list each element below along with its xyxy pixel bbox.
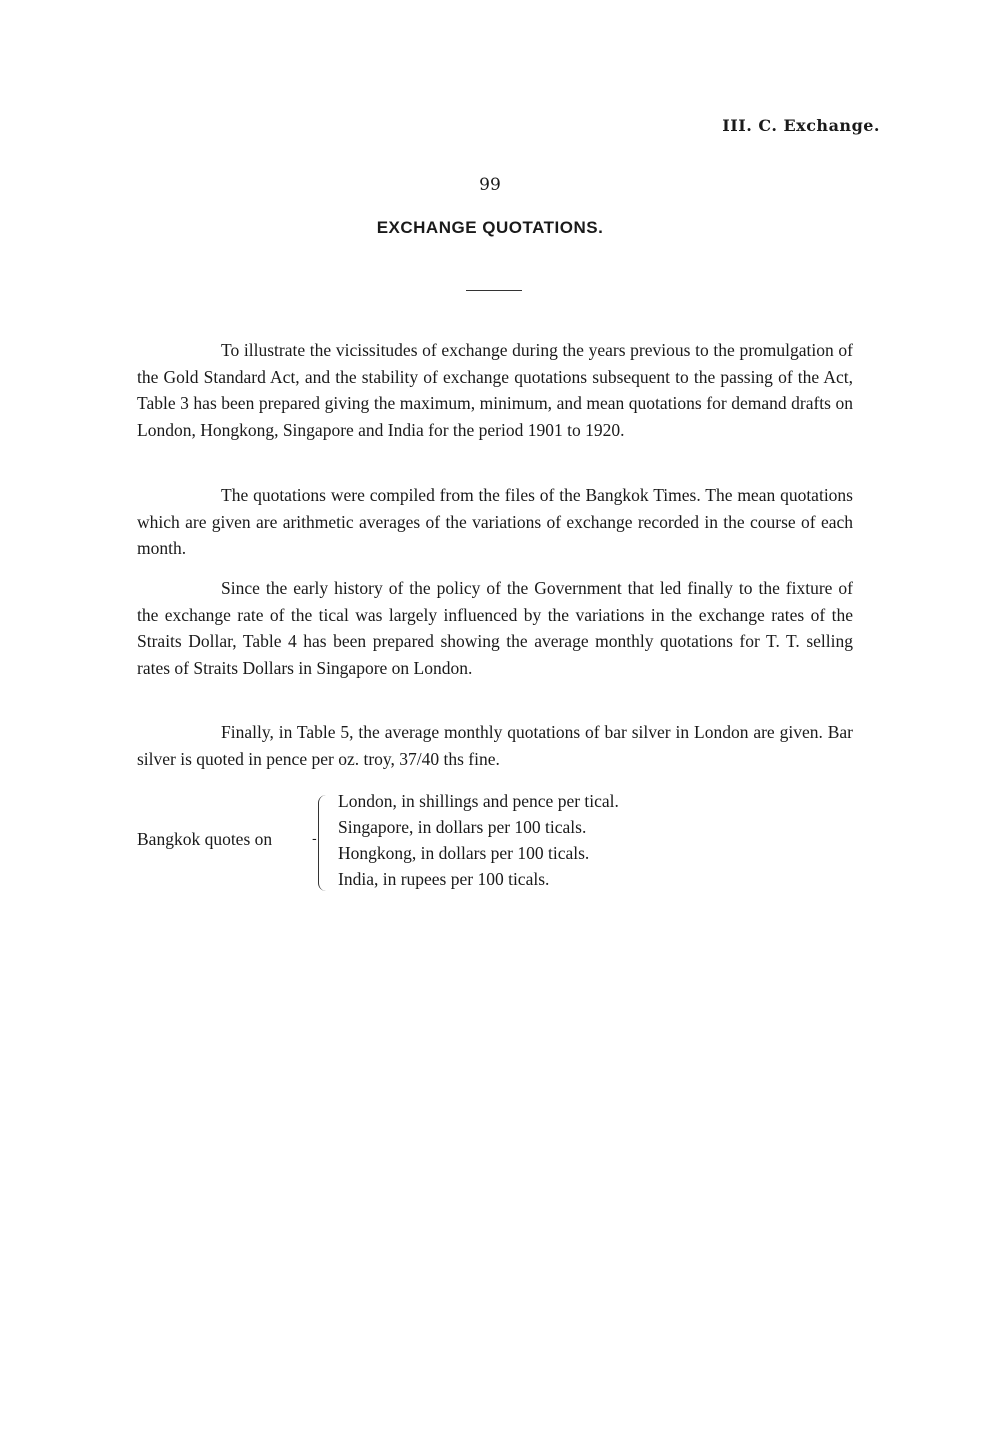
paragraph-4: Finally, in Table 5, the average monthly quotations of bar silver in London are given. Bar silver is quoted in pence per oz. troy, 37/40 ths fine. [137, 722, 853, 769]
quote-item-london: London, in shillings and pence per tical. [338, 791, 619, 811]
quotes-label: Bangkok quotes on [137, 829, 273, 849]
section-header: III. C. Exchange. [722, 116, 880, 135]
quote-list [338, 788, 619, 892]
paragraph-1: To illustrate the vicissitudes of exchange during the years previous to the promulgation of the Gold Standard Act, and the stability of exchange quotations subsequent to the passing of the Act, Table 3 has been prepared giving the maximum, minimum, and mean quotations for demand drafts on London, Hongkong, Singapore and India for the period 1901 to 1920. [137, 340, 853, 440]
quote-item-singapore: Singapore, in dollars per 100 ticals. [338, 817, 587, 837]
page-number: 99 [479, 175, 501, 195]
quote-item-india: India, in rupees per 100 ticals. [338, 869, 550, 889]
brace [318, 795, 327, 891]
page-title: EXCHANGE QUOTATIONS. [376, 218, 604, 237]
paragraph-2: The quotations were compiled from the files of the Bangkok Times. The mean quotations which are given are arithmetic averages of the variations of exchange recorded in the course of each month. [137, 485, 853, 558]
title-rule [466, 290, 522, 291]
paragraph-3: Since the early history of the policy of the Government that led finally to the fixture of the exchange rate of the tical was largely influenced by the variations in the exchange rates of the Straits Dollar, Table 4 has been prepared showing the average monthly quotations for T. T. selling rates of Straits Dollars in Singapore on London. [137, 578, 853, 678]
quote-item-hongkong: Hongkong, in dollars per 100 ticals. [338, 843, 590, 863]
dash-mark: - [312, 831, 317, 847]
